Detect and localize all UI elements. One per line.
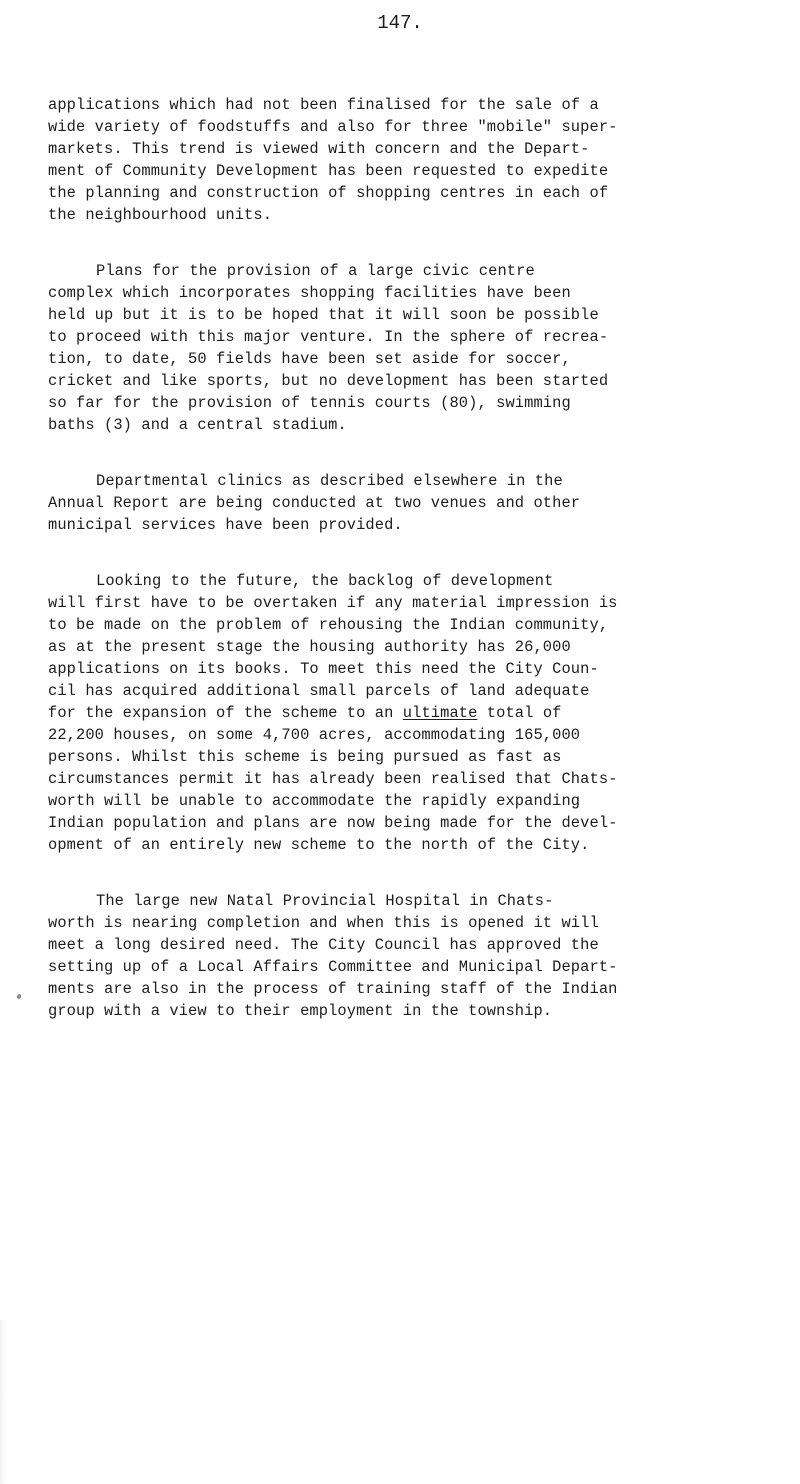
text-line: cil has acquired additional small parcels of land adequate — [48, 682, 590, 700]
text-line: baths (3) and a central stadium. — [48, 416, 347, 434]
text-line: municipal services have been provided. — [48, 516, 403, 534]
text-line: meet a long desired need. The City Council has approved the — [48, 936, 599, 954]
text-line: as at the present stage the housing authority has 26,000 — [48, 638, 571, 656]
text-line: so far for the provision of tennis courts (80), swimming — [48, 394, 571, 412]
text-line: complex which incorporates shopping facilities have been — [48, 284, 571, 302]
text-line: to proceed with this major venture. In the sphere of recrea- — [48, 328, 609, 346]
paragraph-shopping — [48, 94, 768, 226]
text-line: Plans for the provision of a large civic centre — [96, 262, 535, 280]
underlined-word: ultimate — [402, 704, 478, 722]
text-line: opment of an entirely new scheme to the north of the City. — [48, 836, 590, 854]
text-segment: total of — [477, 704, 562, 722]
text-line: 22,200 houses, on some 4,700 acres, accommodating 165,000 — [48, 726, 581, 744]
text-line: worth will be unable to accommodate the rapidly expanding — [48, 792, 581, 810]
text-line: held up but it is to be hoped that it will soon be possible — [48, 306, 599, 324]
text-line: the neighbourhood units. — [48, 206, 273, 224]
text-line: ments are also in the process of training staff of the Indian — [48, 980, 618, 998]
text-line: persons. Whilst this scheme is being pursued as fast as — [48, 748, 562, 766]
text-line-with-underline — [48, 702, 768, 724]
paragraph-future-development — [48, 570, 768, 856]
scan-speck — [16, 993, 22, 999]
text-line: Annual Report are being conducted at two venues and other — [48, 494, 581, 512]
text-line: the planning and construction of shopping centres in each of — [48, 184, 609, 202]
text-line: ment of Community Development has been requested to expedite — [48, 162, 609, 180]
text-segment: for the expansion of the scheme to an — [48, 704, 394, 722]
text-line: cricket and like sports, but no development has been started — [48, 372, 609, 390]
body-text — [48, 94, 768, 1056]
page-number: 147. — [377, 12, 423, 34]
text-line: The large new Natal Provincial Hospital in Chats- — [96, 892, 554, 910]
paragraph-hospital — [48, 890, 768, 1022]
scan-edge-shadow — [0, 1320, 8, 1484]
text-line: applications on its books. To meet this need the City Coun- — [48, 660, 599, 678]
text-line: Looking to the future, the backlog of development — [96, 572, 554, 590]
text-line: markets. This trend is viewed with concern and the Depart- — [48, 140, 590, 158]
text-line: will first have to be overtaken if any material impression is — [48, 594, 618, 612]
text-line: tion, to date, 50 fields have been set aside for soccer, — [48, 350, 571, 368]
paragraph-civic-centre — [48, 260, 768, 436]
text-line: Indian population and plans are now being made for the devel- — [48, 814, 618, 832]
text-line: circumstances permit it has already been realised that Chats- — [48, 770, 618, 788]
text-line: wide variety of foodstuffs and also for three "mobile" super- — [48, 118, 618, 136]
paragraph-clinics — [48, 470, 768, 536]
text-line: applications which had not been finalised for the sale of a — [48, 96, 599, 114]
text-line: to be made on the problem of rehousing the Indian community, — [48, 616, 609, 634]
text-line: setting up of a Local Affairs Committee and Municipal Depart- — [48, 958, 618, 976]
text-line: group with a view to their employment in the township. — [48, 1002, 553, 1020]
text-line: Departmental clinics as described elsewhere in the — [96, 472, 563, 490]
text-line: worth is nearing completion and when this is opened it will — [48, 914, 599, 932]
